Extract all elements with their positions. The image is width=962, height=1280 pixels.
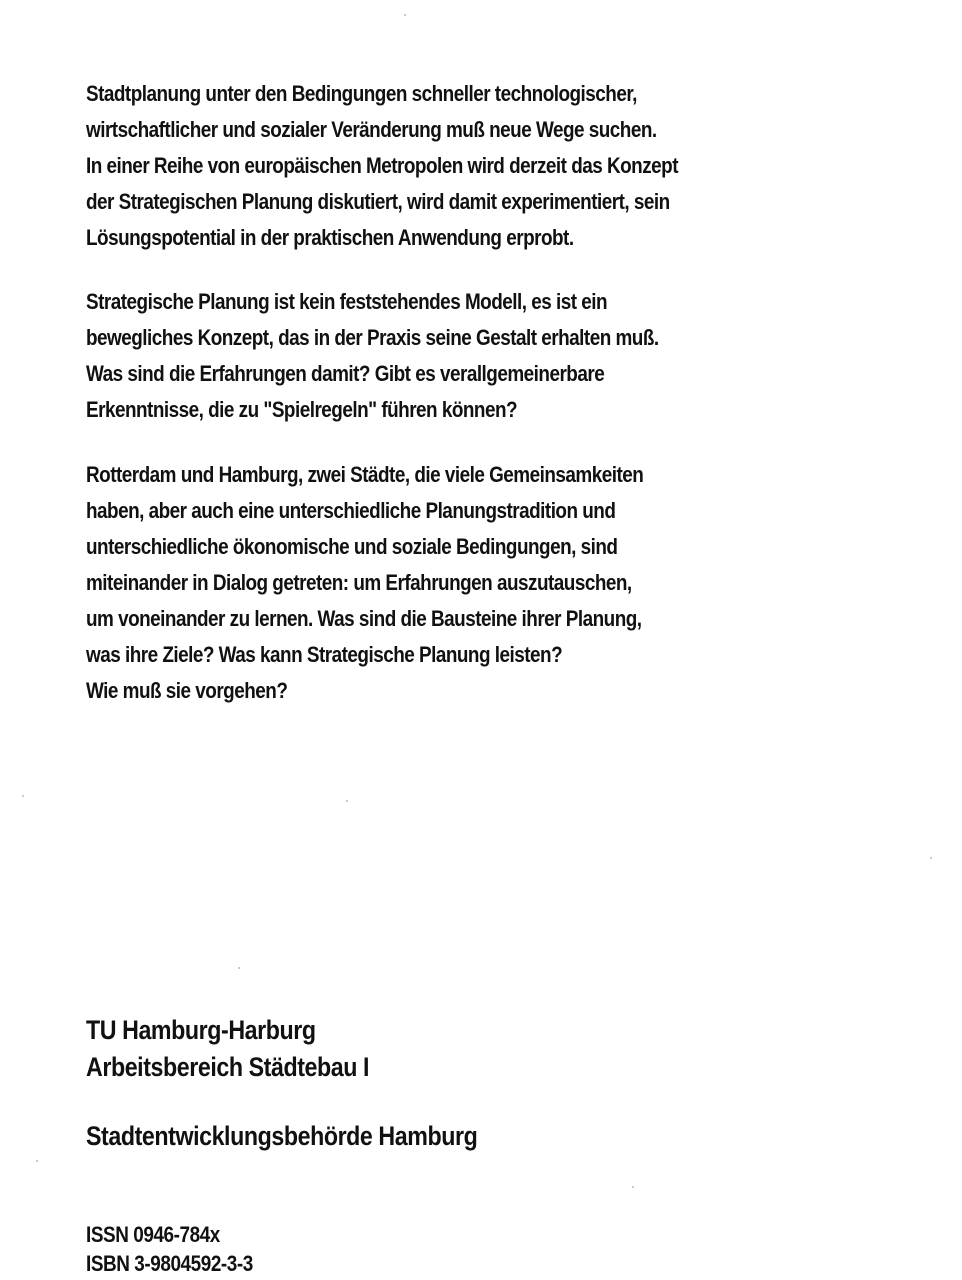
text-line: bewegliches Konzept, das in der Praxis seine Gestalt erhalten muß. (86, 325, 659, 350)
text-line: Erkenntnisse, die zu "Spielregeln" führen können? (86, 397, 518, 422)
authority-block (86, 1118, 477, 1155)
text-line: Wie muß sie vorgehen? (86, 678, 288, 703)
scan-speck (22, 795, 24, 797)
scan-speck (404, 14, 406, 16)
text-line: was ihre Ziele? Was kann Strategische Planung leisten? (86, 642, 563, 667)
text-line: um voneinander zu lernen. Was sind die Bausteine ihrer Planung, (86, 606, 642, 631)
isbn-number: ISBN 3-9804592-3-3 (86, 1251, 253, 1276)
university-name: TU Hamburg-Harburg (86, 1015, 316, 1045)
text-line: Was sind die Erfahrungen damit? Gibt es verallgemeinerbare (86, 361, 605, 386)
text-line: haben, aber auch eine unterschiedliche Planungstradition und (86, 498, 616, 523)
text-line: Strategische Planung ist kein feststehendes Modell, es ist ein (86, 289, 608, 314)
scan-speck (36, 1160, 38, 1162)
issn-number: ISSN 0946-784x (86, 1222, 220, 1247)
text-line: miteinander in Dialog getreten: um Erfahrungen auszutauschen, (86, 570, 632, 595)
paragraph-rotterdam-hamburg (86, 457, 740, 709)
text-line: Rotterdam und Hamburg, zwei Städte, die viele Gemeinsamkeiten (86, 462, 644, 487)
scan-speck (238, 967, 240, 969)
department-name: Arbeitsbereich Städtebau I (86, 1052, 370, 1082)
text-line: unterschiedliche ökonomische und soziale Bedingungen, sind (86, 534, 618, 559)
paragraph-strategic-planning (86, 284, 740, 428)
authority-name: Stadtentwicklungsbehörde Hamburg (86, 1121, 478, 1151)
text-line: Lösungspotential in der praktischen Anwendung erprobt. (86, 225, 574, 250)
text-line: In einer Reihe von europäischen Metropolen wird derzeit das Konzept (86, 153, 679, 178)
scan-speck (346, 800, 348, 802)
text-line: Stadtplanung unter den Bedingungen schneller technologischer, (86, 81, 637, 106)
text-line: wirtschaftlicher und sozialer Veränderung muß neue Wege suchen. (86, 117, 657, 142)
identifier-block (86, 1220, 253, 1278)
scan-speck (632, 1186, 634, 1188)
paragraph-intro (86, 76, 740, 256)
scan-speck (930, 857, 932, 859)
text-line: der Strategischen Planung diskutiert, wird damit experimentiert, sein (86, 189, 670, 214)
university-block (86, 1012, 369, 1086)
